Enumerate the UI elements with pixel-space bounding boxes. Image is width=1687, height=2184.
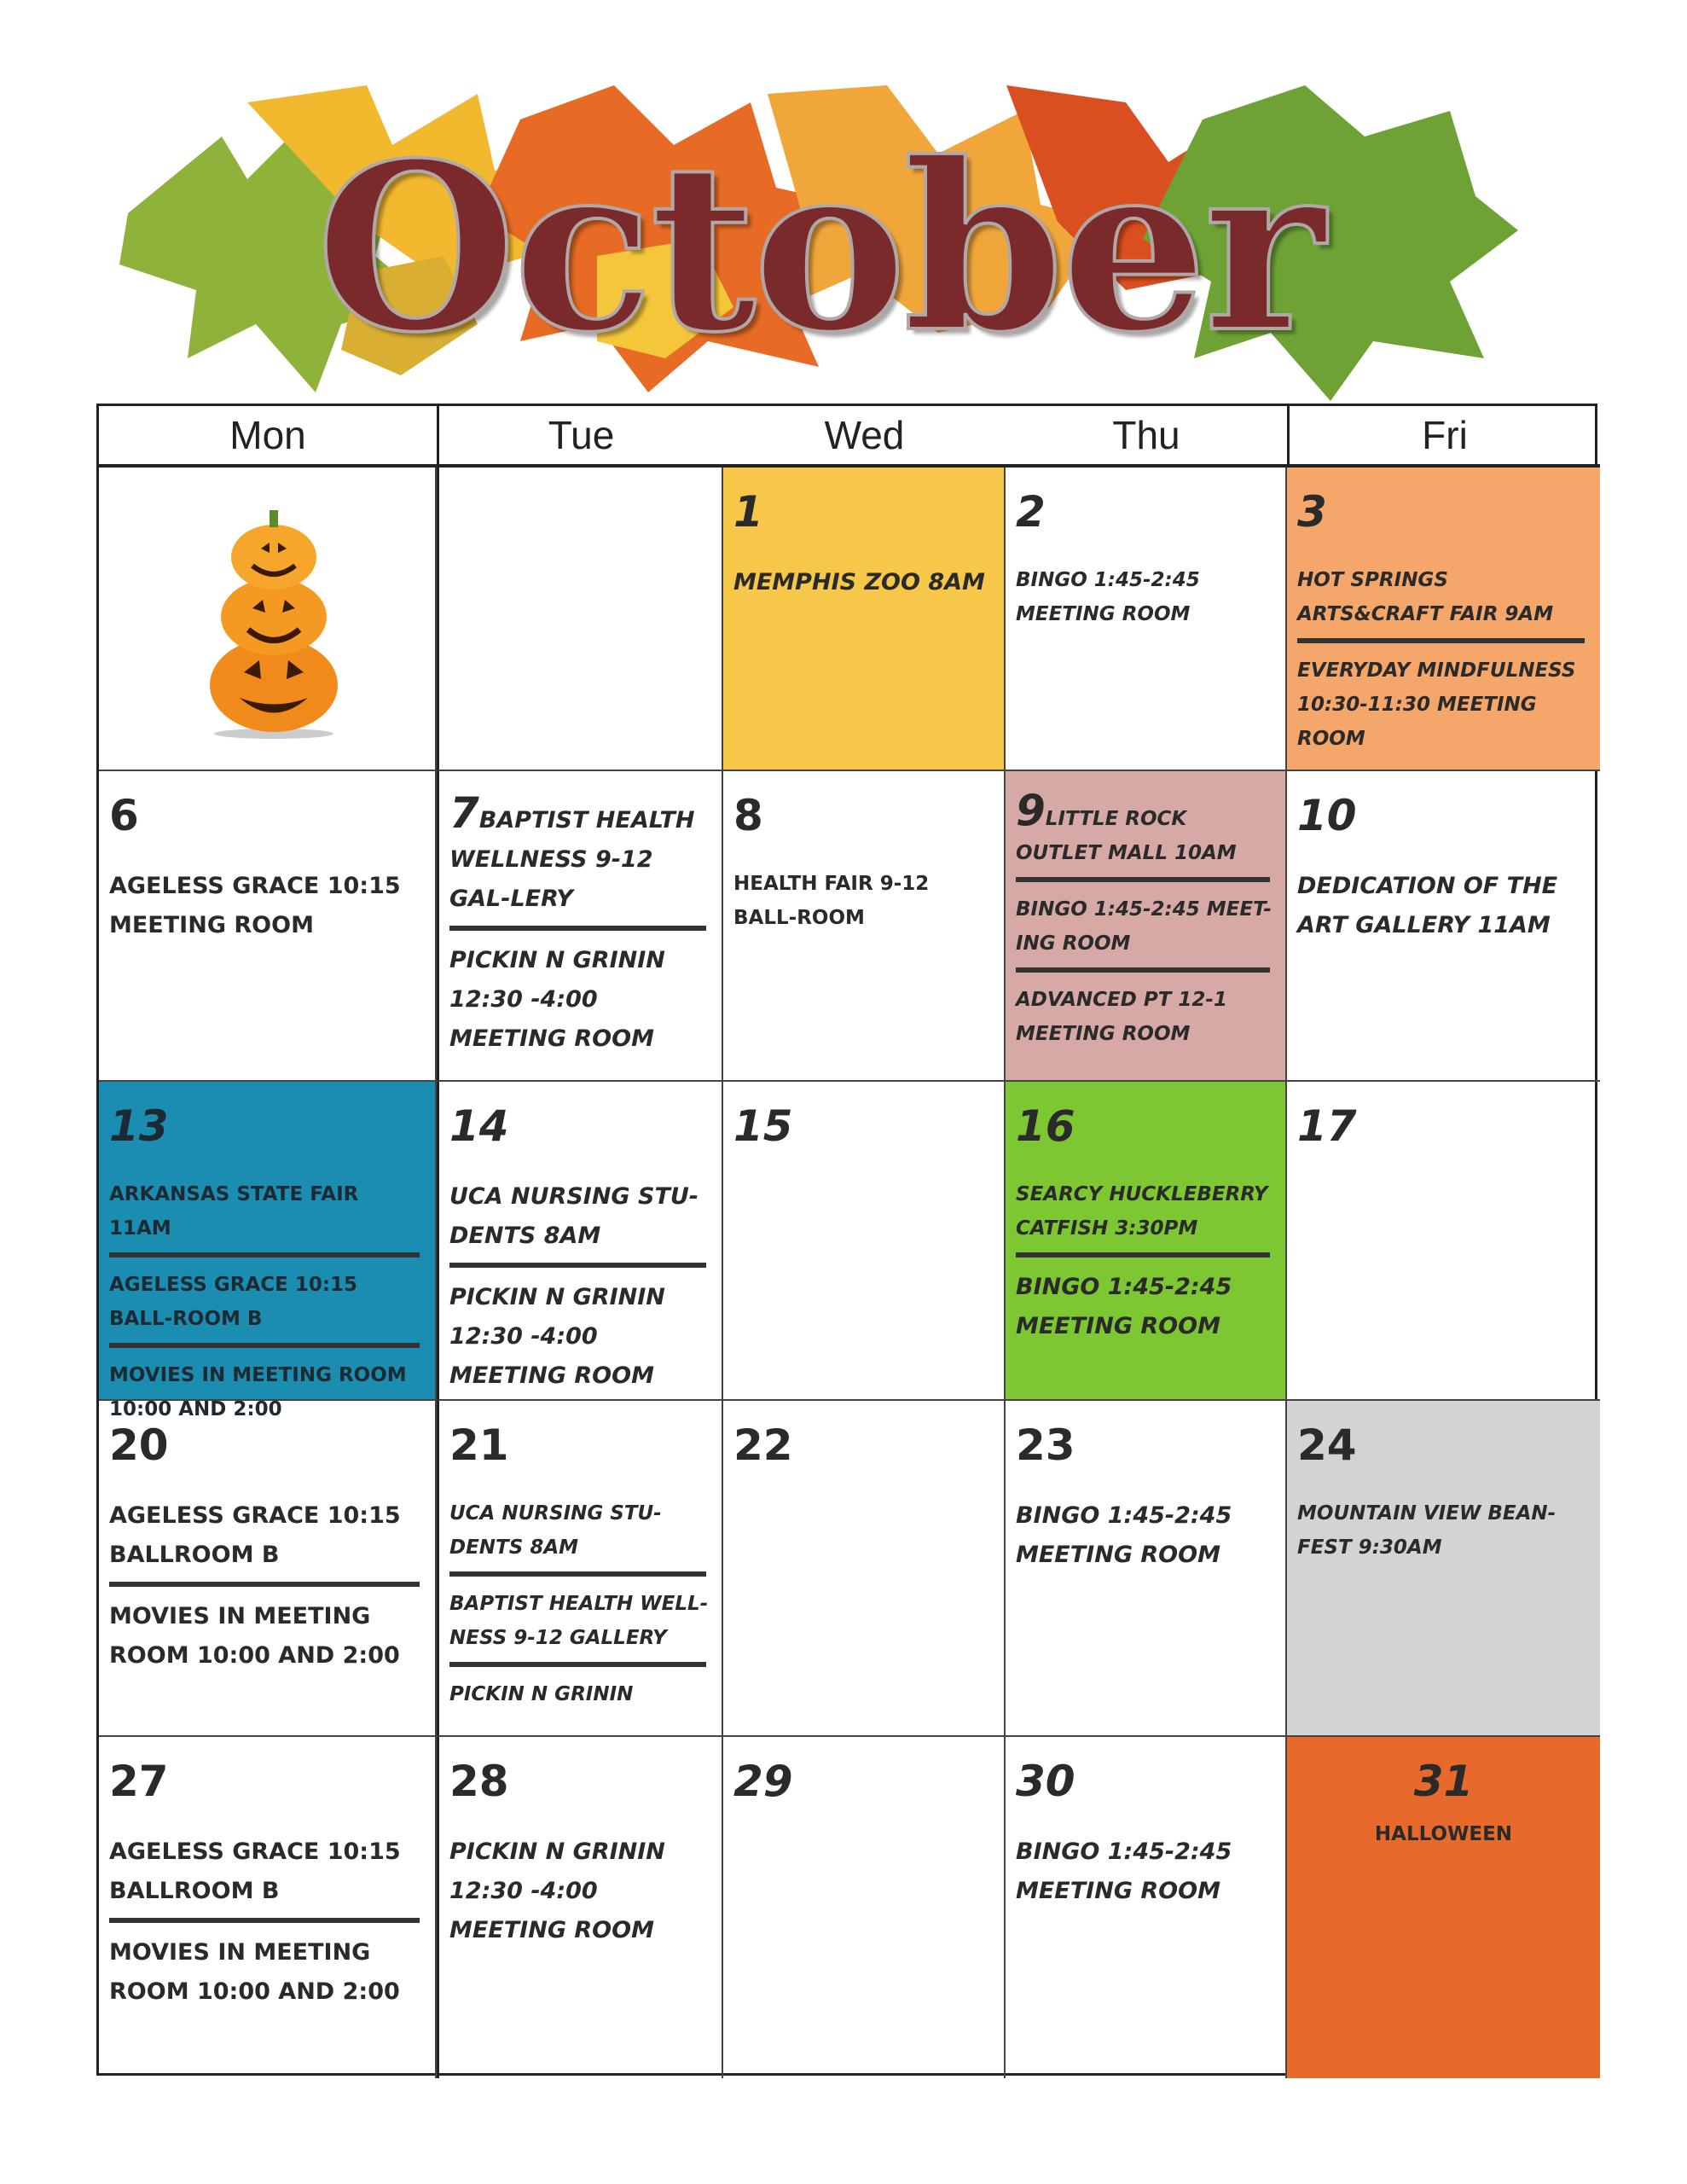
day-number: 20 <box>109 1420 169 1470</box>
day-header-fri: Fri <box>1287 406 1600 468</box>
day-number: 2 <box>1016 487 1046 537</box>
day-cell-14 <box>437 1082 723 1401</box>
event-item: MOUNTAIN VIEW BEAN-FEST 9:30AM <box>1297 1502 1557 1559</box>
event-item: AGELESS GRACE 10:15 BALLROOM B <box>109 1502 401 1568</box>
event-item: MOVIES IN MEETING ROOM 10:00 AND 2:00 <box>109 1364 407 1420</box>
day-number: 27 <box>109 1757 169 1806</box>
day-number: 31 <box>1413 1757 1474 1806</box>
day-header-wed: Wed <box>723 406 1006 468</box>
event-item: HEALTH FAIR 9-12 BALL-ROOM <box>733 873 930 929</box>
event-text: BAPTIST HEALTH WELLNESS 9-12 GAL-LERY <box>449 807 695 912</box>
day-number: 24 <box>1297 1420 1357 1470</box>
day-cell-27 <box>99 1737 437 2078</box>
event-divider <box>109 1582 420 1587</box>
day-cell-7 <box>437 771 723 1082</box>
calendar-grid <box>96 404 1597 2076</box>
day-cell-20 <box>99 1401 437 1737</box>
day-header-mon: Mon <box>99 406 437 468</box>
event-item <box>1016 786 1275 874</box>
day-cell-17 <box>1287 1082 1600 1401</box>
day-cell-30 <box>1006 1737 1287 2078</box>
event-item: BAPTIST HEALTH WELL-NESS 9-12 GALLERY <box>449 1593 709 1649</box>
event-item: PICKIN N GRININ 12:30 -4:00 MEETING ROOM <box>449 1284 665 1389</box>
event-item: UCA NURSING STU-DENTS 8AM <box>449 1183 699 1249</box>
day-cell-22 <box>723 1401 1006 1737</box>
day-cell-10 <box>1287 771 1600 1082</box>
day-cell-3 <box>1287 468 1600 771</box>
day-cell-6 <box>99 771 437 1082</box>
event-item: MOVIES IN MEETING ROOM 10:00 AND 2:00 <box>109 1939 400 2005</box>
day-cell-16 <box>1006 1082 1287 1401</box>
event-divider <box>449 1263 706 1268</box>
day-cell-1 <box>723 468 1006 771</box>
event-item: PICKIN N GRININ <box>449 1683 634 1705</box>
day-cell-23 <box>1006 1401 1287 1737</box>
day-cell-24 <box>1287 1401 1600 1737</box>
day-number: 6 <box>109 791 139 840</box>
day-cell-empty-mon <box>99 468 437 771</box>
event-item: MOVIES IN MEETING ROOM 10:00 AND 2:00 <box>109 1603 400 1669</box>
event-divider <box>1016 877 1270 882</box>
day-number: 28 <box>449 1757 509 1806</box>
event-item: BINGO 1:45-2:45 MEETING ROOM <box>1016 1502 1232 1568</box>
event-divider <box>109 1918 420 1923</box>
event-divider <box>1016 1252 1270 1258</box>
day-number: 8 <box>733 791 763 840</box>
day-number: 16 <box>1016 1101 1075 1151</box>
event-item: DEDICATION OF THE ART GALLERY 11AM <box>1297 873 1558 938</box>
event-item: BINGO 1:45-2:45 MEET-ING ROOM <box>1016 898 1272 955</box>
event-item: ARKANSAS STATE FAIR 11AM <box>109 1183 359 1240</box>
event-item: HOT SPRINGS ARTS&CRAFT FAIR 9AM <box>1297 569 1554 625</box>
event-item: PICKIN N GRININ 12:30 -4:00 MEETING ROOM <box>449 947 665 1052</box>
event-item <box>449 790 711 922</box>
day-cell-29 <box>723 1737 1006 2078</box>
event-item: PICKIN N GRININ 12:30 -4:00 MEETING ROOM <box>449 1838 665 1943</box>
event-item: BINGO 1:45-2:45 MEETING ROOM <box>1016 1838 1232 1904</box>
event-divider <box>449 1571 706 1577</box>
event-divider <box>109 1252 420 1258</box>
day-number: 10 <box>1297 791 1357 840</box>
event-divider <box>1297 638 1585 643</box>
day-number: 23 <box>1016 1420 1075 1470</box>
day-cell-empty-tue <box>437 468 723 771</box>
event-item: BINGO 1:45-2:45 MEETING ROOM <box>1016 569 1200 625</box>
day-number: 21 <box>449 1420 509 1470</box>
day-cell-15 <box>723 1082 1006 1401</box>
event-item: HALLOWEEN <box>1374 1823 1513 1845</box>
month-title: October <box>316 112 1322 383</box>
day-number: 29 <box>733 1757 793 1806</box>
day-header-thu: Thu <box>1006 406 1287 468</box>
event-item: BINGO 1:45-2:45 MEETING ROOM <box>1016 1274 1232 1339</box>
pumpkin-stack-icon <box>201 485 346 741</box>
day-number: 15 <box>733 1101 793 1151</box>
event-divider <box>109 1343 420 1348</box>
day-number: 14 <box>449 1101 509 1151</box>
day-cell-9 <box>1006 771 1287 1082</box>
event-item: AGELESS GRACE 10:15 MEETING ROOM <box>109 873 401 938</box>
day-header-tue: Tue <box>437 406 723 468</box>
event-divider <box>449 926 706 931</box>
day-cell-8 <box>723 771 1006 1082</box>
event-item: AGELESS GRACE 10:15 BALLROOM B <box>109 1838 401 1904</box>
day-cell-2 <box>1006 468 1287 771</box>
event-item: ADVANCED PT 12-1 MEETING ROOM <box>1016 989 1227 1045</box>
event-divider <box>1016 967 1270 973</box>
day-number: 3 <box>1297 487 1327 537</box>
event-item: AGELESS GRACE 10:15 BALL-ROOM B <box>109 1274 358 1330</box>
day-number: 1 <box>733 487 763 537</box>
event-item: UCA NURSING STU-DENTS 8AM <box>449 1502 662 1559</box>
event-item: MEMPHIS ZOO 8AM <box>733 569 985 595</box>
day-number: 13 <box>109 1101 169 1151</box>
day-cell-31 <box>1287 1737 1600 2078</box>
event-item: SEARCY HUCKLEBERRY CATFISH 3:30PM <box>1016 1183 1268 1240</box>
day-number: 17 <box>1297 1101 1357 1151</box>
day-cell-13 <box>99 1082 437 1420</box>
event-divider <box>449 1662 706 1667</box>
day-cell-21 <box>437 1401 723 1737</box>
event-text: LITTLE ROCK OUTLET MALL 10AM <box>1016 808 1237 864</box>
event-item: EVERYDAY MINDFULNESS 10:30-11:30 MEETING ROOM <box>1297 659 1576 750</box>
day-cell-28 <box>437 1737 723 2078</box>
day-number: 30 <box>1016 1757 1075 1806</box>
day-number: 22 <box>733 1420 793 1470</box>
day-number: 7 <box>449 788 479 838</box>
day-number: 9 <box>1016 786 1046 835</box>
